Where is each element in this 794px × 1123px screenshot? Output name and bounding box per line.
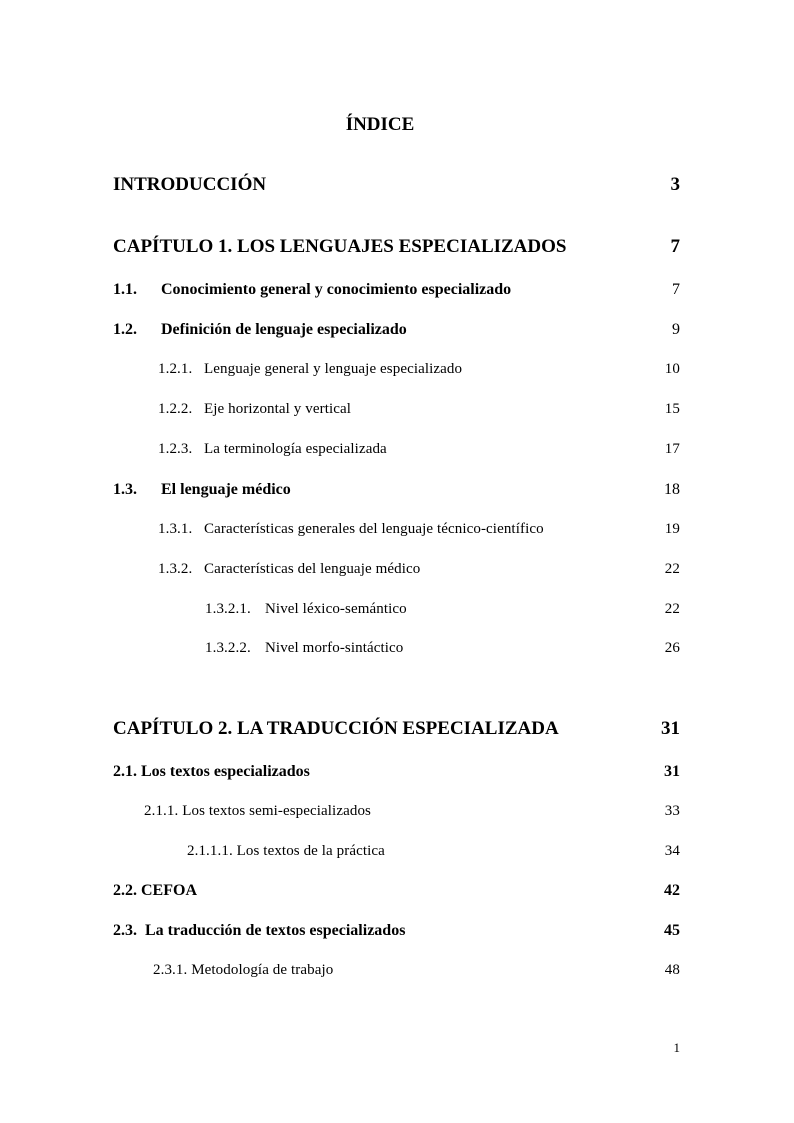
toc-entry-2-1-1-1[interactable]: [0, 843, 794, 867]
toc-entry-1-1[interactable]: [0, 281, 794, 305]
toc-label: Nivel morfo-sintáctico: [265, 640, 404, 656]
toc-entry-introduccion[interactable]: [0, 174, 794, 198]
toc-page: 9: [672, 321, 680, 338]
toc-label: CAPÍTULO 1. LOS LENGUAJES ESPECIALIZADOS: [113, 236, 567, 257]
toc-label: 2.1.1. Los textos semi-especializados: [144, 803, 371, 819]
toc-number: 1.2.1.: [158, 361, 193, 377]
toc-label: Conocimiento general y conocimiento especializado: [161, 281, 512, 298]
toc-number: 1.3.2.: [158, 561, 193, 577]
toc-label: La terminología especializada: [204, 441, 387, 457]
toc-entry-1-2-2[interactable]: [0, 401, 794, 425]
toc-page: 19: [664, 521, 680, 537]
toc-number: 1.3.1.: [158, 521, 193, 537]
toc-page: 22: [664, 601, 680, 617]
toc-page: 33: [664, 803, 680, 819]
toc-page: 31: [664, 763, 680, 780]
toc-label: 2.2. CEFOA: [113, 882, 197, 899]
toc-label: Eje horizontal y vertical: [204, 401, 352, 417]
toc-page: 22: [664, 561, 680, 577]
toc-label: INTRODUCCIÓN: [113, 174, 267, 195]
toc-page: 26: [664, 640, 680, 656]
toc-entry-2-3-1[interactable]: [0, 962, 794, 986]
toc-page: 7: [672, 281, 680, 298]
toc-page: 42: [664, 882, 680, 899]
toc-entry-2-1[interactable]: [0, 763, 794, 787]
toc-number: 1.2.: [113, 321, 137, 338]
toc-entry-2-3[interactable]: [0, 922, 794, 946]
toc-label: Lenguaje general y lenguaje especializado: [204, 361, 463, 377]
toc-number: 1.1.: [113, 281, 137, 298]
toc-number: 1.2.2.: [158, 401, 193, 417]
toc-page: 10: [664, 361, 680, 377]
toc-label: CAPÍTULO 2. LA TRADUCCIÓN ESPECIALIZADA: [113, 718, 559, 739]
toc-label: Características del lenguaje médico: [204, 561, 421, 577]
toc-label: 2.1. Los textos especializados: [113, 763, 310, 780]
toc-label: Definición de lenguaje especializado: [161, 321, 407, 338]
index-title: ÍNDICE: [345, 114, 415, 135]
toc-label: El lenguaje médico: [161, 481, 291, 498]
page-number: 1: [673, 1040, 680, 1055]
toc-page: 15: [664, 401, 680, 417]
toc-label: 2.3. La traducción de textos especializados: [113, 922, 406, 939]
toc-page: 3: [670, 174, 680, 195]
toc-page: 18: [664, 481, 680, 498]
toc-page: 17: [664, 441, 680, 457]
toc-entry-1-3-2-2[interactable]: [0, 640, 794, 664]
toc-entry-capitulo-1[interactable]: [0, 236, 794, 260]
toc-page: 48: [664, 962, 680, 978]
toc-label: Nivel léxico-semántico: [265, 601, 407, 617]
toc-page: 31: [661, 718, 680, 739]
toc-number: 1.2.3.: [158, 441, 193, 457]
toc-entry-1-3[interactable]: [0, 481, 794, 505]
toc-label: 2.1.1.1. Los textos de la práctica: [187, 843, 385, 859]
toc-entry-2-2[interactable]: [0, 882, 794, 906]
toc-entry-1-3-2[interactable]: [0, 561, 794, 585]
toc-entry-1-2-1[interactable]: [0, 361, 794, 385]
toc-page: 34: [664, 843, 680, 859]
toc-number: 1.3.: [113, 481, 137, 498]
toc-page: 7: [670, 236, 680, 257]
toc-label: 2.3.1. Metodología de trabajo: [153, 962, 334, 978]
toc-page: 45: [664, 922, 680, 939]
toc-label: Características generales del lenguaje técnico-científico: [204, 521, 544, 537]
toc-number: 1.3.2.2.: [205, 640, 251, 656]
toc-number: 1.3.2.1.: [205, 601, 251, 617]
toc-entry-1-3-1[interactable]: [0, 521, 794, 545]
toc-entry-capitulo-2[interactable]: [0, 718, 794, 742]
toc-entry-2-1-1[interactable]: [0, 803, 794, 827]
toc-entry-1-3-2-1[interactable]: [0, 601, 794, 625]
toc-entry-1-2[interactable]: [0, 321, 794, 345]
toc-entry-1-2-3[interactable]: [0, 441, 794, 465]
